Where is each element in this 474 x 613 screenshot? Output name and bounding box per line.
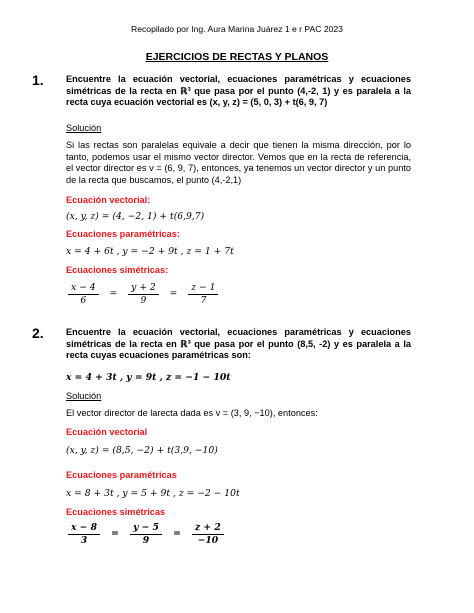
numerator: z − 1 <box>188 282 218 295</box>
equals-sign: = <box>111 528 119 540</box>
numerator: z + 2 <box>192 522 224 535</box>
problem-2-explanation: El vector director de larecta dada es v = (3, 9, −10), entonces: <box>66 408 318 418</box>
problem-1-text: Encuentre la ecuación vectorial, ecuaciones paramétricas y ecuaciones simétricas de la recta en ℝ³ que pasa por el punto (4,-2, 1) y es paralela a la recta cuya ecuación vectorial es (x, y, z) = (5, 0, 3) + t(6, 9, 7) <box>66 74 411 107</box>
problem-1-vector-label: Ecuación vectorial: <box>66 195 151 205</box>
numerator: y + 2 <box>128 282 159 295</box>
fraction-z <box>192 522 224 546</box>
problem-2-text: Encuentre la ecuación vectorial, ecuaciones paramétricas y ecuaciones simétricas de la recta en ℝ³ que pasa por el punto (8,5, -2) y es paralela a la recta cuyas ecuaciones paramétricas son: <box>66 327 411 360</box>
problem-2-vector-equation: (x, y, z) = (8,5, −2) + t(3,9, −10) <box>66 445 218 456</box>
denominator: 3 <box>80 534 88 546</box>
problem-1-symmetric-equation <box>66 282 220 306</box>
numerator: x − 8 <box>68 522 100 535</box>
problem-1-statement <box>32 72 411 109</box>
numerator: x − 4 <box>68 282 99 295</box>
problem-2-given-equation: x = 4 + 3t , y = 9t , z = −1 − 10t <box>66 372 231 383</box>
problem-1-parametric-label: Ecuaciones paramétricas: <box>66 229 180 239</box>
problem-2-statement <box>32 325 411 362</box>
equals-sign: = <box>173 528 181 540</box>
fraction-x <box>68 282 99 306</box>
problem-2-symmetric-equation <box>66 522 226 546</box>
problem-2-vector-label: Ecuación vectorial <box>66 427 148 437</box>
problem-2-symmetric-label: Ecuaciones simétricas <box>66 507 166 517</box>
denominator: 9 <box>142 534 150 546</box>
denominator: 9 <box>140 294 147 306</box>
denominator: 6 <box>80 294 87 306</box>
page-title: EJERCICIOS DE RECTAS Y PLANOS <box>145 51 329 63</box>
page-header: Recopilado por Ing. Aura Marina Juárez 1 e r PAC 2023 <box>131 24 343 34</box>
fraction-y <box>128 282 159 306</box>
problem-2-parametric-label: Ecuaciones paramétricas <box>66 470 177 480</box>
fraction-x <box>68 522 100 546</box>
problem-1-explanation: Si las rectas son paralelas equivale a decir que tienen la misma dirección, por lo tanto, podemos usar el mismo vector director. Vemos que en la recta de referencia, el vector director es v = (6, 9, 7), entonces, ya tenemos un vector director y un punto de la recta que buscamos, el punto (4,-2,1) <box>66 140 411 185</box>
numerator: y − 5 <box>130 522 162 535</box>
equals-sign: = <box>169 288 178 300</box>
problem-1-vector-equation: (x, y, z) = (4, −2, 1) + t(6,9,7) <box>66 211 205 222</box>
problem-2-number: 2. <box>32 325 44 341</box>
problem-2-parametric-equation: x = 8 + 3t , y = 5 + 9t , z = −2 − 10t <box>66 488 240 499</box>
fraction-y <box>130 522 162 546</box>
problem-1-solution-label: Solución <box>66 123 102 133</box>
equals-sign: = <box>109 288 118 300</box>
denominator: 7 <box>200 294 207 306</box>
problem-2-solution-label: Solución <box>66 391 102 401</box>
problem-1-number: 1. <box>32 72 44 88</box>
problem-1-parametric-equation: x = 4 + 6t , y = −2 + 9t , z = 1 + 7t <box>66 246 234 257</box>
fraction-z <box>188 282 218 306</box>
denominator: −10 <box>197 534 219 546</box>
problem-1-symmetric-label: Ecuaciones simétricas: <box>66 265 169 275</box>
